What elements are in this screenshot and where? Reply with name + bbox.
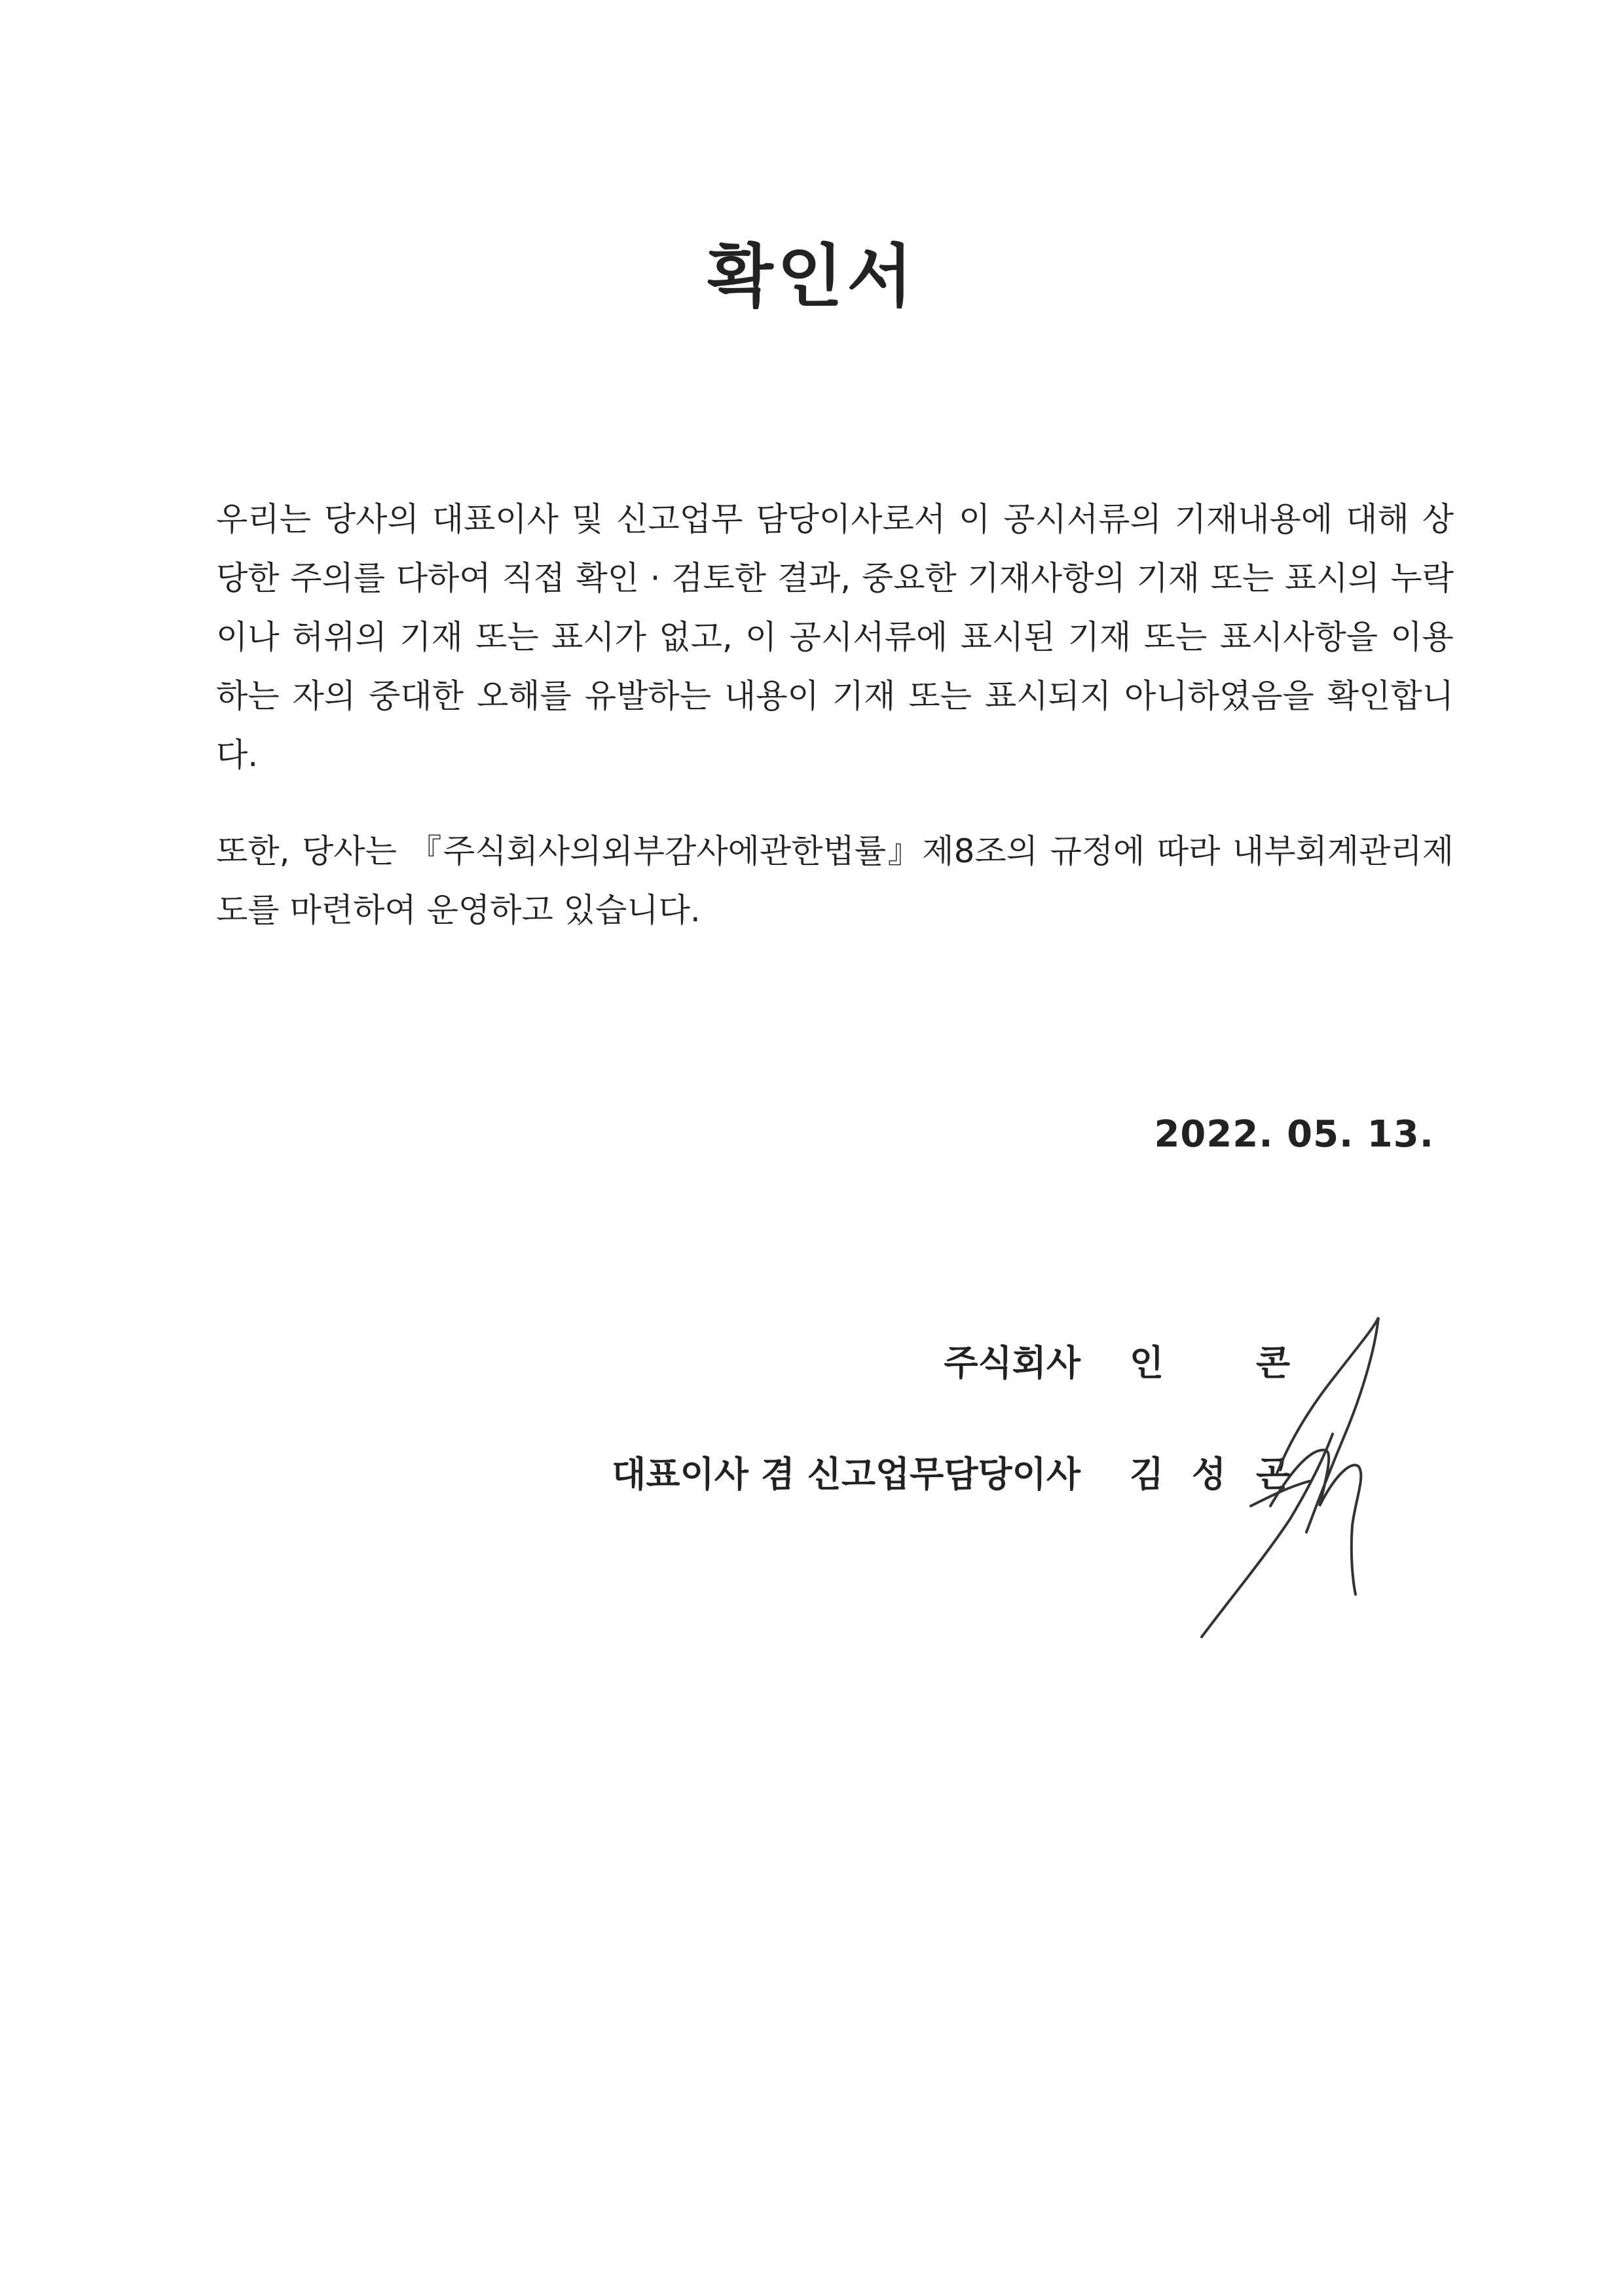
role-label: 대표이사 겸 신고업무담당이사 — [612, 1454, 1080, 1495]
company-label: 주식회사 — [944, 1342, 1080, 1384]
company-name-char-2: 콘 — [1256, 1342, 1291, 1384]
person-name-char-2: 성 — [1192, 1454, 1227, 1495]
person-name-char-1: 김 — [1130, 1454, 1164, 1495]
handwritten-signature-icon — [1179, 1310, 1414, 1650]
internal-control-paragraph: 또한, 당사는 『주식회사의외부감사에관한법률』제8조의 규정에 따라 내부회계관리제도를 마련하여 운영하고 있습니다. — [216, 832, 1454, 929]
document-title: 확인서 — [707, 236, 917, 316]
person-name-char-3: 곤 — [1256, 1454, 1291, 1495]
confirmation-paragraph: 우리는 당사의 대표이사 및 신고업무 담당이사로서 이 공시서류의 기재내용에 대해 상당한 주의를 다하여 직접 확인 · 검토한 결과, 중요한 기재사항의 기재 또는 표시의 누락이나 허위의 기재 또는 표시가 없고, 이 공시서류에 표시된 기재 또는 표시사항을 이용하는 자의 중대한 오해를 유발하는 내용이 기재 또는 표시되지 아니하였음을 확인합니다. — [216, 500, 1454, 774]
company-name-char-1: 인 — [1130, 1342, 1164, 1384]
document-date: 2022. 05. 13. — [1154, 1113, 1434, 1156]
